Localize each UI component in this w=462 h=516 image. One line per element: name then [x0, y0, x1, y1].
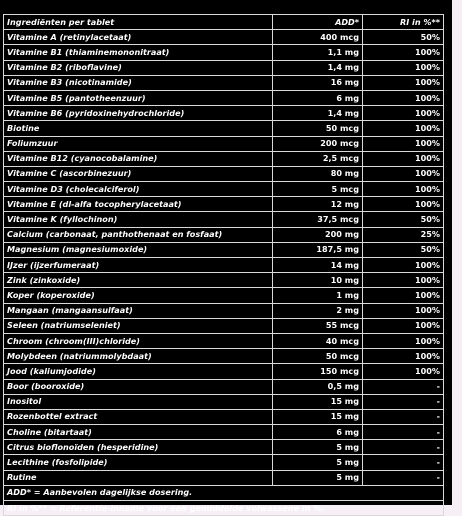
header-ingredient: Ingrediënten per tablet	[4, 15, 273, 30]
add-amount: 40 mcg	[273, 333, 363, 348]
table-row	[4, 121, 444, 136]
ingredient-name: Zink (zinkoxide)	[4, 273, 273, 288]
table-row	[4, 455, 444, 470]
ri-percent: 100%	[363, 303, 444, 318]
add-amount: 50 mcg	[273, 349, 363, 364]
footnote-ri: RI in %** = Referentie-inname voor een gemiddelde volwassene in %.	[4, 501, 444, 516]
table-row	[4, 212, 444, 227]
add-amount: 150 mcg	[273, 364, 363, 379]
ri-percent: 50%	[363, 242, 444, 257]
ingredient-name: Vitamine E (dl-alfa tocopherylacetaat)	[4, 197, 273, 212]
table-row	[4, 197, 444, 212]
ri-percent: 100%	[363, 136, 444, 151]
table-row	[4, 409, 444, 424]
ri-percent: 100%	[363, 197, 444, 212]
ingredient-name: Boor (booroxide)	[4, 379, 273, 394]
add-amount: 1,4 mg	[273, 106, 363, 121]
table-row	[4, 394, 444, 409]
ingredient-name: Vitamine B6 (pyridoxinehydrochloride)	[4, 106, 273, 121]
ri-percent: 100%	[363, 151, 444, 166]
footnote-add: ADD* = Aanbevolen dagelijkse dosering.	[4, 485, 444, 500]
add-amount: 80 mg	[273, 166, 363, 181]
ri-percent: 100%	[363, 333, 444, 348]
ingredients-table	[3, 14, 444, 516]
ingredient-name: Vitamine A (retinylacetaat)	[4, 30, 273, 45]
ri-percent: 100%	[363, 75, 444, 90]
table-row	[4, 227, 444, 242]
ingredient-name: Rozenbottel extract	[4, 409, 273, 424]
table-row	[4, 379, 444, 394]
ri-percent: 100%	[363, 288, 444, 303]
ingredient-name: Citrus bioflonoïden (hesperidine)	[4, 440, 273, 455]
ri-percent: 100%	[363, 45, 444, 60]
add-amount: 2,5 mcg	[273, 151, 363, 166]
add-amount: 1,4 mg	[273, 60, 363, 75]
table-header-row	[4, 15, 444, 30]
ingredient-name: Vitamine B12 (cyanocobalamine)	[4, 151, 273, 166]
add-amount: 200 mcg	[273, 136, 363, 151]
add-amount: 12 mg	[273, 197, 363, 212]
ingredient-name: Mangaan (mangaansulfaat)	[4, 303, 273, 318]
add-amount: 5 mg	[273, 455, 363, 470]
ri-percent: -	[363, 470, 444, 485]
add-amount: 187,5 mg	[273, 242, 363, 257]
table-row	[4, 303, 444, 318]
ri-percent: 100%	[363, 90, 444, 105]
table-row	[4, 333, 444, 348]
ingredient-name: Chroom (chroom(III)chloride)	[4, 333, 273, 348]
table-row	[4, 90, 444, 105]
ri-percent: 50%	[363, 212, 444, 227]
add-amount: 6 mg	[273, 90, 363, 105]
ingredient-name: Vitamine D3 (cholecalciferol)	[4, 182, 273, 197]
header-ri: RI in %**	[363, 15, 444, 30]
ingredient-name: Lecithine (fosfolipide)	[4, 455, 273, 470]
table-row	[4, 151, 444, 166]
add-amount: 16 mg	[273, 75, 363, 90]
ri-percent: 100%	[363, 182, 444, 197]
ri-percent: 100%	[363, 258, 444, 273]
table-row	[4, 470, 444, 485]
ingredient-name: Koper (koperoxide)	[4, 288, 273, 303]
table-row	[4, 136, 444, 151]
ri-percent: 100%	[363, 364, 444, 379]
table-row	[4, 75, 444, 90]
ri-percent: -	[363, 425, 444, 440]
ingredient-name: Vitamine B2 (riboflavine)	[4, 60, 273, 75]
ingredient-name: Molybdeen (natriummolybdaat)	[4, 349, 273, 364]
ingredient-name: Vitamine K (fyllochinon)	[4, 212, 273, 227]
ingredient-name: Magnesium (magnesiumoxide)	[4, 242, 273, 257]
add-amount: 10 mg	[273, 273, 363, 288]
add-amount: 37,5 mcg	[273, 212, 363, 227]
ingredient-name: Biotine	[4, 121, 273, 136]
ingredient-name: Choline (bitartaat)	[4, 425, 273, 440]
ri-percent: 100%	[363, 106, 444, 121]
table-row	[4, 318, 444, 333]
ri-percent: 100%	[363, 318, 444, 333]
ri-percent: -	[363, 379, 444, 394]
ingredient-name: Vitamine B3 (nicotinamide)	[4, 75, 273, 90]
add-amount: 2 mg	[273, 303, 363, 318]
ri-percent: 50%	[363, 30, 444, 45]
table-row	[4, 349, 444, 364]
table-row	[4, 45, 444, 60]
ingredient-name: Rutine	[4, 470, 273, 485]
ri-percent: 100%	[363, 166, 444, 181]
add-amount: 5 mg	[273, 440, 363, 455]
add-amount: 400 mcg	[273, 30, 363, 45]
ri-percent: -	[363, 409, 444, 424]
header-add: ADD*	[273, 15, 363, 30]
table-row	[4, 166, 444, 181]
add-amount: 15 mg	[273, 394, 363, 409]
add-amount: 55 mcg	[273, 318, 363, 333]
add-amount: 14 mg	[273, 258, 363, 273]
add-amount: 50 mcg	[273, 121, 363, 136]
ri-percent: 100%	[363, 273, 444, 288]
table-row	[4, 182, 444, 197]
ri-percent: 100%	[363, 121, 444, 136]
ingredient-name: IJzer (ijzerfumeraat)	[4, 258, 273, 273]
ingredient-name: Vitamine B1 (thiaminemononitraat)	[4, 45, 273, 60]
ri-percent: 100%	[363, 349, 444, 364]
ingredient-name: Seleen (natriumseleniet)	[4, 318, 273, 333]
ingredient-name: Foliumzuur	[4, 136, 273, 151]
table-row	[4, 242, 444, 257]
ingredient-name: Jood (kaliumjodide)	[4, 364, 273, 379]
ri-percent: 25%	[363, 227, 444, 242]
add-amount: 1,1 mg	[273, 45, 363, 60]
add-amount: 200 mg	[273, 227, 363, 242]
footnote-row	[4, 501, 444, 516]
ingredient-name: Calcium (carbonaat, panthothenaat en fosfaat)	[4, 227, 273, 242]
ingredient-name: Vitamine C (ascorbinezuur)	[4, 166, 273, 181]
add-amount: 15 mg	[273, 409, 363, 424]
add-amount: 5 mg	[273, 470, 363, 485]
ri-percent: 100%	[363, 60, 444, 75]
ingredient-name: Vitamine B5 (pantotheenzuur)	[4, 90, 273, 105]
add-amount: 6 mg	[273, 425, 363, 440]
add-amount: 1 mg	[273, 288, 363, 303]
table-row	[4, 30, 444, 45]
table-row	[4, 106, 444, 121]
table-row	[4, 364, 444, 379]
table-row	[4, 288, 444, 303]
table-row	[4, 273, 444, 288]
ri-percent: -	[363, 394, 444, 409]
table-row	[4, 440, 444, 455]
ingredient-name: Inositol	[4, 394, 273, 409]
ri-percent: -	[363, 440, 444, 455]
table-row	[4, 258, 444, 273]
table-row	[4, 425, 444, 440]
table-row	[4, 60, 444, 75]
add-amount: 0,5 mg	[273, 379, 363, 394]
ri-percent: -	[363, 455, 444, 470]
add-amount: 5 mcg	[273, 182, 363, 197]
footnote-row	[4, 485, 444, 500]
